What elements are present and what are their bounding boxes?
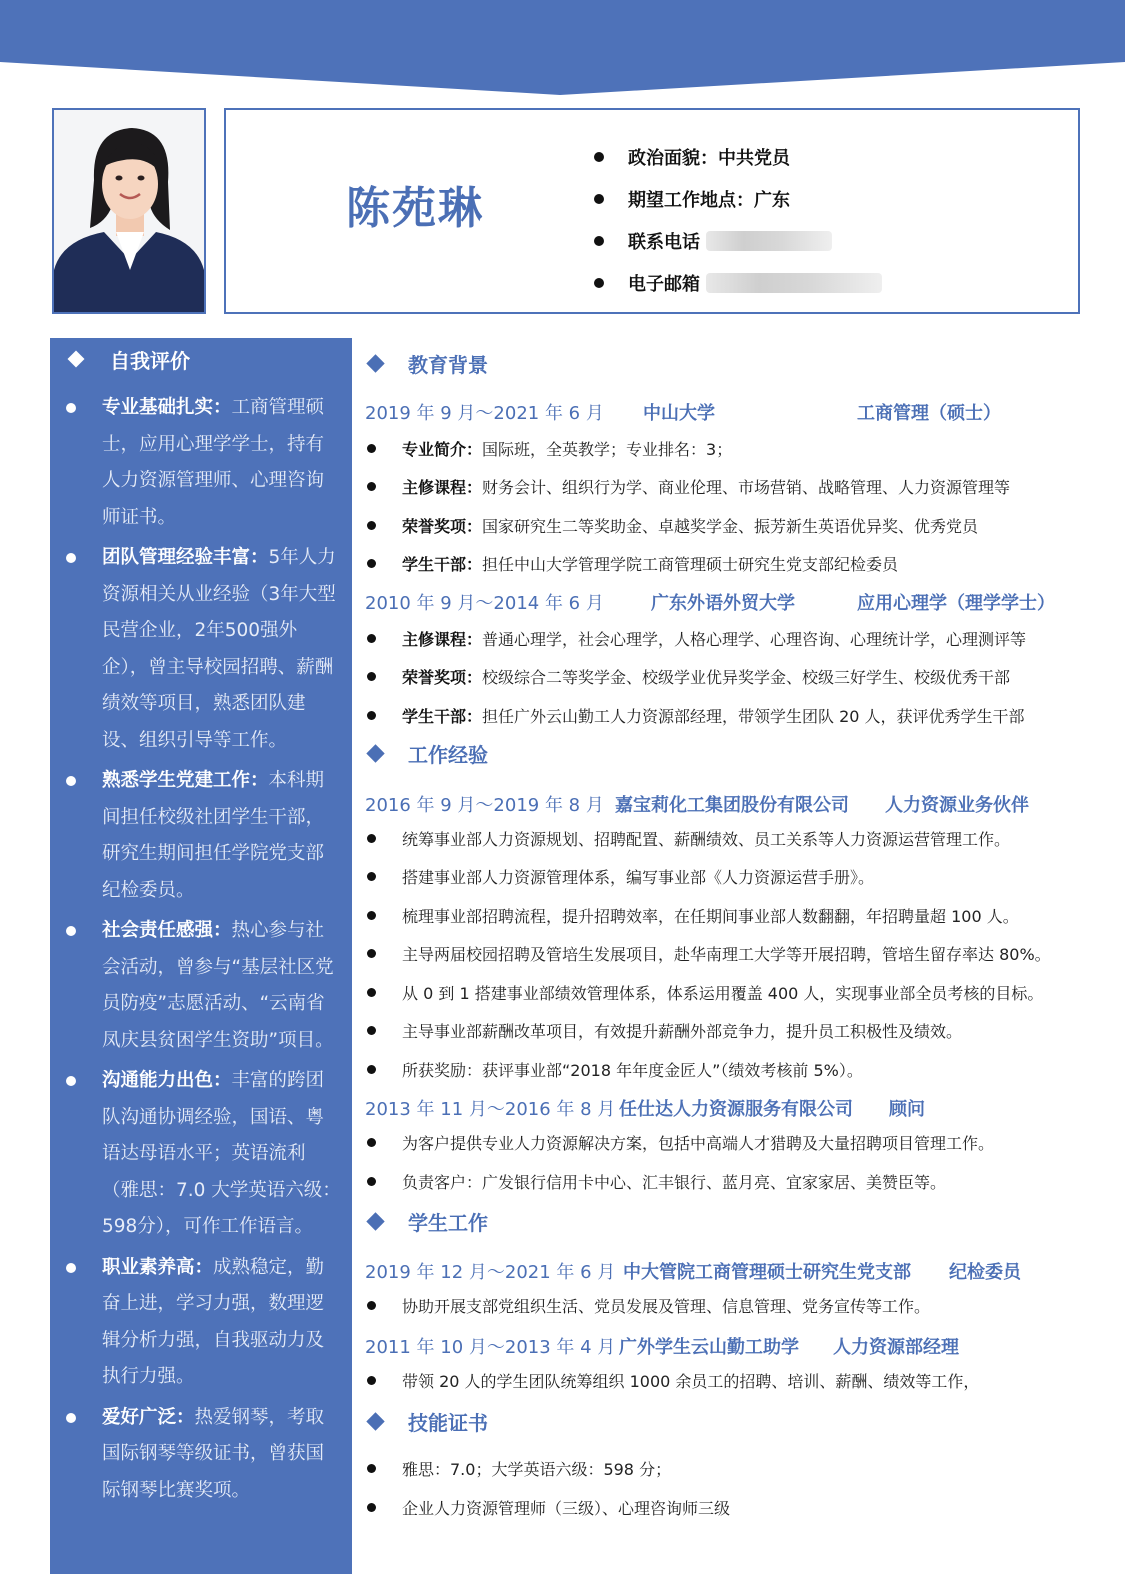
section-title-text: 技能证书 [408,1410,488,1435]
info-value: 广东 [754,190,790,211]
bullet-dot [367,1026,376,1035]
email-redacted [706,273,882,293]
diamond-icon [68,351,85,368]
bullet-text: 统筹事业部人力资源规划、招聘配置、薪酬绩效、员工关系等人力资源运营管理工作。 [402,829,1011,849]
bullet-text: 带领 20 人的学生团队统筹组织 1000 余员工的招聘、培训、薪酬、绩效等工作， [402,1371,980,1391]
entry-organization: 广东外语外贸大学 [651,593,795,614]
sidebar-items [50,390,352,1513]
self-eval-text: 成熟稳定，勤奋上进，学习力强，数理逻辑分析力强，自我驱动力及执行力强。 [102,1256,325,1387]
bullet-text: 担任广外云山勤工人力资源部经理，带领学生团队 20 人，获评优秀学生干部 [482,706,1025,726]
bullet-dot [367,1065,376,1074]
bullet-dot [367,1138,376,1147]
bullet-label: 荣誉奖项： [402,516,483,536]
diamond-icon [366,1212,384,1230]
profile-photo [52,108,206,314]
info-political-status [594,136,882,178]
bullet-dot [367,1177,376,1186]
bullet-text: 从 0 到 1 搭建事业部绩效管理体系，体系运用覆盖 400 人，实现事业部全员考核的目标。 [402,983,1044,1003]
entry-organization: 中山大学 [643,403,715,424]
entry-organization: 嘉宝莉化工集团股份有限公司 [615,795,849,816]
bullet-dot [594,236,604,246]
entry-header [365,399,1085,429]
bullet-dot [367,1376,376,1385]
bullet-text: 协助开展支部党组织生活、党员发展及管理、信息管理、党务宣传等工作。 [402,1296,931,1316]
bullet-dot [367,1503,376,1512]
bullet-label: 荣誉奖项： [402,668,483,687]
basic-info-list [594,136,882,304]
bullet-dot [367,872,376,881]
bullet-item [365,1286,930,1324]
self-eval-text: 工商管理硕士，应用心理学学士，持有人力资源管理师、心理咨询师证书。 [102,397,325,528]
bullet-dot [367,949,376,958]
bullet-dot [367,711,376,720]
bullet-dot [367,482,376,491]
bullet-dot [367,559,376,568]
entry-period: 2011 年 10 月～2013 年 4 月 [365,1337,616,1358]
entry-header [365,791,1085,821]
section-skills [365,1404,488,1438]
bullet-item [365,1012,962,1050]
info-value: 中共党员 [718,148,790,169]
bullet-item [365,545,898,583]
bullet-label: 主修课程： [402,478,483,497]
bullet-dot [66,926,76,936]
bullet-item [365,1361,979,1399]
bullet-item [365,1050,863,1088]
bullet-dot [367,988,376,997]
bullet-dot [367,521,376,530]
entry-period: 2013 年 11 月～2016 年 8 月 [365,1099,616,1120]
bullet-text: 雅思：7.0；大学英语六级：598 分； [402,1459,672,1479]
header-box [224,108,1080,314]
bullet-text: 所获奖励：获评事业部“2018 年年度金匠人”（绩效考核前 5%）。 [402,1060,863,1080]
bullet-dot [367,1301,376,1310]
bullet-dot [66,403,76,413]
info-email [594,262,882,304]
bullet-text: 梳理事业部招聘流程，提升招聘效率，在任期间事业部人数翻翻，年招聘量超 100 人。 [402,906,1019,926]
self-eval-item [50,1400,352,1510]
phone-redacted [706,231,832,251]
bullet-label: 学生干部： [402,555,483,574]
info-expected-location [594,178,882,220]
self-eval-text: 热爱钢琴，考取国际钢琴等级证书，曾获国际钢琴比赛奖项。 [102,1406,325,1501]
bullet-item [365,1123,994,1161]
entry-organization: 中大管院工商管理硕士研究生党支部 [623,1262,911,1283]
entry-header [365,1095,1085,1125]
bullet-dot [367,834,376,843]
bullet-dot [66,1263,76,1273]
info-phone [594,220,882,262]
bullet-text: 国际班，全英教学；专业排名：3； [482,439,733,459]
bullet-text: 搭建事业部人力资源管理体系，编写事业部《人力资源运营手册》。 [402,868,875,887]
self-eval-label: 沟通能力出色： [102,1070,232,1091]
diamond-icon [366,1412,384,1430]
section-title-text: 工作经验 [408,742,488,767]
bullet-dot [66,776,76,786]
self-eval-item [50,390,352,536]
sidebar-title: 自我评价 [66,342,190,376]
self-eval-item [50,913,352,1059]
entry-period: 2016 年 9 月～2019 年 8 月 [365,795,604,816]
info-label: 期望工作地点： [628,190,754,211]
bullet-dot [594,152,604,162]
entry-role: 工商管理（硕士） [857,403,1001,424]
bullet-item [365,935,1051,973]
self-eval-label: 职业素养高： [102,1256,214,1278]
bullet-item [365,1488,730,1526]
bullet-dot [66,1076,76,1086]
entry-header [365,589,1085,619]
bullet-dot [367,444,376,453]
bullet-text: 企业人力资源管理师（三级）、心理咨询师三级 [402,1498,731,1518]
bullet-item [365,973,1043,1011]
bullet-item [365,429,732,467]
info-label: 政治面貌： [628,148,718,169]
self-evaluation-sidebar [50,338,352,1574]
bullet-text: 主导事业部薪酬改革项目，有效提升薪酬外部竞争力，提升员工积极性及绩效。 [402,1022,963,1041]
bullet-dot [66,1413,76,1423]
bullet-dot [367,634,376,643]
self-eval-label: 专业基础扎实： [102,397,232,418]
section-title-text: 学生工作 [408,1210,488,1235]
bullet-text: 财务会计、组织行为学、商业伦理、市场营销、战略管理、人力资源管理等 [482,478,1011,497]
bullet-item [365,619,1026,657]
bullet-dot [594,278,604,288]
bullet-item [365,819,1010,857]
bullet-dot [367,911,376,920]
self-eval-item [50,540,352,759]
bullet-item [365,896,1019,934]
self-eval-text: 热心参与社会活动，曾参与“基层社区党员防疫”志愿活动、“云南省凤庆县贫困学生资助”项目。 [102,920,334,1051]
bullet-label: 专业简介： [402,439,483,459]
bullet-text: 为客户提供专业人力资源解决方案，包括中高端人才猎聘及大量招聘项目管理工作。 [402,1133,995,1153]
entry-header [365,1333,1085,1363]
self-eval-text: 5年人力资源相关从业经验（3年大型民营企业，2年500强外企），曾主导校园招聘、薪酬绩效等项目，熟悉团队建设、组织引导等工作。 [102,547,336,751]
self-eval-text: 丰富的跨团队沟通协调经验，国语、粤语达母语水平；英语流利（雅思：7.0 大学英语六级：598分），可作工作语言。 [102,1070,341,1237]
bullet-text: 担任中山大学管理学院工商管理硕士研究生党支部纪检委员 [482,555,899,574]
self-eval-item [50,1250,352,1396]
entry-role: 纪检委员 [949,1262,1021,1283]
bullet-text: 国家研究生二等奖助金、卓越奖学金、振芳新生英语优异奖、优秀党员 [482,516,979,536]
bullet-dot [66,553,76,563]
entry-role: 人力资源部经理 [833,1337,959,1358]
bullet-dot [367,672,376,681]
diamond-icon [366,354,384,372]
bullet-label: 学生干部： [402,706,483,726]
entry-organization: 任仕达人力资源服务有限公司 [619,1099,853,1120]
info-label: 联系电话 [628,232,700,253]
section-work-experience [365,736,488,770]
entry-period: 2019 年 9 月～2021 年 6 月 [365,403,604,424]
entry-role: 顾问 [889,1099,925,1120]
bullet-dot [594,194,604,204]
bullet-text: 主导两届校园招聘及管培生发展项目，赴华南理工大学等开展招聘，管培生留存率达 80%。 [402,945,1051,964]
self-eval-text: 本科期间担任校级社团学生干部，研究生期间担任学院党支部纪检委员。 [102,770,325,901]
bullet-dot [367,1464,376,1473]
info-label: 电子邮箱 [628,274,700,295]
self-eval-label: 熟悉学生党建工作： [102,770,269,791]
bullet-text: 校级综合二等奖学金、校级学业优异奖学金、校级三好学生、校级优秀干部 [482,668,1011,687]
candidate-name: 陈苑琳 [346,183,484,234]
entry-period: 2010 年 9 月～2014 年 6 月 [365,593,604,614]
bullet-item [365,506,978,544]
bullet-item [365,1449,671,1487]
section-title-text: 教育背景 [408,352,488,377]
self-eval-item [50,1063,352,1246]
bullet-item [365,858,874,896]
entry-period: 2019 年 12 月～2021 年 6 月 [365,1262,616,1283]
section-student-work [365,1204,488,1238]
bullet-item [365,658,1010,696]
bullet-item [365,696,1025,734]
bullet-item [365,468,1010,506]
bullet-text: 负责客户：广发银行信用卡中心、汇丰银行、蓝月亮、宜家家居、美赞臣等。 [402,1172,947,1192]
entry-header [365,1258,1085,1288]
entry-role: 人力资源业务伙伴 [885,795,1029,816]
bullet-label: 主修课程： [402,629,483,649]
avatar [54,110,204,312]
self-eval-label: 团队管理经验丰富： [102,547,269,568]
section-education [365,346,488,380]
entry-organization: 广外学生云山勤工助学 [619,1337,799,1358]
self-eval-label: 社会责任感强： [102,920,232,941]
self-eval-label: 爱好广泛： [102,1406,195,1428]
diamond-icon [366,744,384,762]
bullet-item [365,1162,946,1200]
top-banner [0,0,1125,95]
bullet-text: 普通心理学，社会心理学，人格心理学、心理咨询、心理统计学，心理测评等 [482,629,1027,649]
self-eval-item [50,763,352,909]
entry-role: 应用心理学（理学学士） [857,593,1055,614]
